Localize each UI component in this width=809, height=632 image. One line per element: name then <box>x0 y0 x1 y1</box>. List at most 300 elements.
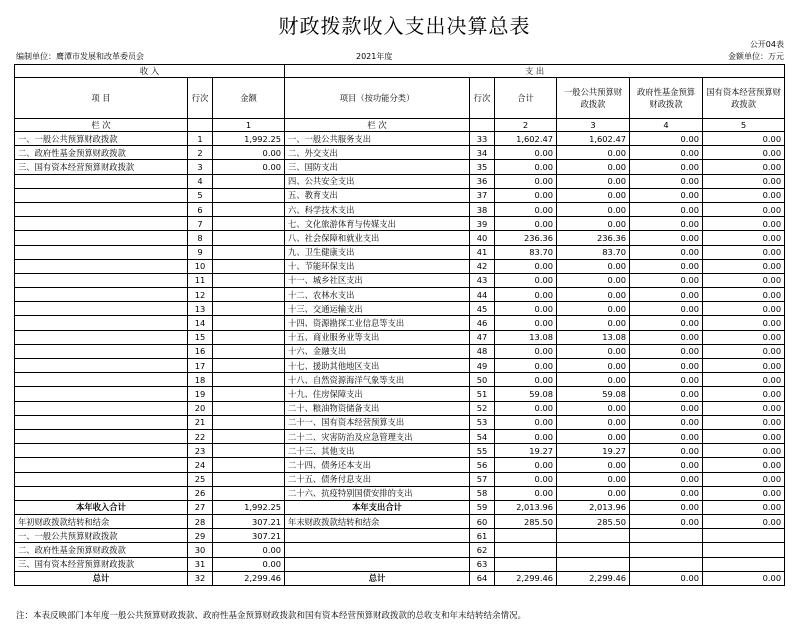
expense-item: 九、卫生健康支出 <box>285 245 470 259</box>
expense-fund: 0.00 <box>630 146 703 160</box>
expense-fund: 0.00 <box>630 202 703 216</box>
table-row <box>15 288 785 302</box>
expense-fund: 0.00 <box>630 302 703 316</box>
expense-item: 二十一、国有资本经营预算支出 <box>285 415 470 429</box>
income-row-no: 15 <box>188 330 213 344</box>
income-row-no: 6 <box>188 202 213 216</box>
expense-total: 0.00 <box>495 373 557 387</box>
income-amount <box>213 444 285 458</box>
column-blank <box>188 119 213 132</box>
expense-fund: 0.00 <box>630 160 703 174</box>
income-amount: 1,992.25 <box>213 500 285 514</box>
expense-total: 13.08 <box>495 330 557 344</box>
income-row-no: 3 <box>188 160 213 174</box>
expense-fund: 0.00 <box>630 359 703 373</box>
expense-general: 2,013.96 <box>557 500 630 514</box>
income-amount: 0.00 <box>213 557 285 571</box>
column-3: 3 <box>557 119 630 132</box>
table-row <box>15 401 785 415</box>
expense-state: 0.00 <box>703 571 785 585</box>
income-amount <box>213 472 285 486</box>
expense-item: 十五、商业服务业等支出 <box>285 330 470 344</box>
expense-item: 十一、城乡社区支出 <box>285 273 470 287</box>
table-row <box>15 557 785 571</box>
expense-fund: 0.00 <box>630 444 703 458</box>
header-amount: 金额 <box>213 78 285 119</box>
expense-fund: 0.00 <box>630 259 703 273</box>
expense-total <box>495 529 557 543</box>
header-state: 国有资本经营预算财政拨款 <box>703 78 785 119</box>
expense-item: 十九、住房保障支出 <box>285 387 470 401</box>
expense-total: 0.00 <box>495 415 557 429</box>
expense-row-no: 40 <box>470 231 495 245</box>
table-row <box>15 316 785 330</box>
expense-total: 0.00 <box>495 359 557 373</box>
income-row-no: 16 <box>188 344 213 358</box>
expense-fund: 0.00 <box>630 415 703 429</box>
expense-item: 十六、金融支出 <box>285 344 470 358</box>
expense-state: 0.00 <box>703 217 785 231</box>
column-blank-2 <box>470 119 495 132</box>
expense-general: 285.50 <box>557 515 630 529</box>
expense-fund: 0.00 <box>630 387 703 401</box>
expense-fund: 0.00 <box>630 458 703 472</box>
expense-row-no: 45 <box>470 302 495 316</box>
expense-state <box>703 543 785 557</box>
column-label: 栏 次 <box>15 119 188 132</box>
expense-fund: 0.00 <box>630 132 703 146</box>
expense-general: 0.00 <box>557 146 630 160</box>
income-row-no: 11 <box>188 273 213 287</box>
income-item <box>15 288 188 302</box>
expense-total: 0.00 <box>495 273 557 287</box>
income-item <box>15 458 188 472</box>
budget-summary-table <box>14 64 785 586</box>
expense-fund: 0.00 <box>630 316 703 330</box>
income-amount: 1,992.25 <box>213 132 285 146</box>
expense-fund: 0.00 <box>630 188 703 202</box>
expense-general: 0.00 <box>557 344 630 358</box>
expense-state: 0.00 <box>703 429 785 443</box>
table-row <box>15 458 785 472</box>
expense-general: 0.00 <box>557 202 630 216</box>
income-row-no: 7 <box>188 217 213 231</box>
expense-item: 四、公共安全支出 <box>285 174 470 188</box>
expense-general: 83.70 <box>557 245 630 259</box>
income-row-no: 31 <box>188 557 213 571</box>
expense-state: 0.00 <box>703 344 785 358</box>
expense-row-no: 33 <box>470 132 495 146</box>
expense-total: 0.00 <box>495 458 557 472</box>
expense-total: 0.00 <box>495 472 557 486</box>
expense-row-no: 59 <box>470 500 495 514</box>
table-row <box>15 302 785 316</box>
expense-item: 二十六、抗疫特别国债安排的支出 <box>285 486 470 500</box>
header-exp-item: 项目（按功能分类） <box>285 78 470 119</box>
income-amount <box>213 387 285 401</box>
income-item: 本年收入合计 <box>15 500 188 514</box>
expense-fund: 0.00 <box>630 500 703 514</box>
expense-fund: 0.00 <box>630 429 703 443</box>
expense-state: 0.00 <box>703 486 785 500</box>
expense-general: 0.00 <box>557 359 630 373</box>
income-row-no: 8 <box>188 231 213 245</box>
income-row-no: 1 <box>188 132 213 146</box>
expense-state: 0.00 <box>703 174 785 188</box>
expense-state: 0.00 <box>703 302 785 316</box>
expense-general: 0.00 <box>557 160 630 174</box>
income-amount: 0.00 <box>213 160 285 174</box>
income-item <box>15 387 188 401</box>
expense-row-no: 44 <box>470 288 495 302</box>
expense-fund: 0.00 <box>630 401 703 415</box>
column-1: 1 <box>213 119 285 132</box>
table-row <box>15 202 785 216</box>
income-row-no: 30 <box>188 543 213 557</box>
expense-state: 0.00 <box>703 330 785 344</box>
table-row <box>15 387 785 401</box>
expense-section-header: 支 出 <box>285 65 785 78</box>
header-row-no: 行次 <box>188 78 213 119</box>
income-item <box>15 217 188 231</box>
expense-general: 0.00 <box>557 288 630 302</box>
expense-state: 0.00 <box>703 387 785 401</box>
income-item <box>15 330 188 344</box>
income-row-no: 20 <box>188 401 213 415</box>
income-item <box>15 174 188 188</box>
expense-general: 0.00 <box>557 302 630 316</box>
income-amount: 0.00 <box>213 146 285 160</box>
expense-fund: 0.00 <box>630 486 703 500</box>
expense-general: 2,299.46 <box>557 571 630 585</box>
expense-item <box>285 529 470 543</box>
expense-item <box>285 543 470 557</box>
expense-total: 0.00 <box>495 259 557 273</box>
expense-general <box>557 529 630 543</box>
expense-row-no: 53 <box>470 415 495 429</box>
income-item <box>15 202 188 216</box>
expense-item: 八、社会保障和就业支出 <box>285 231 470 245</box>
expense-row-no: 62 <box>470 543 495 557</box>
income-row-no: 32 <box>188 571 213 585</box>
expense-row-no: 54 <box>470 429 495 443</box>
expense-item: 十三、交通运输支出 <box>285 302 470 316</box>
expense-row-no: 60 <box>470 515 495 529</box>
table-row <box>15 543 785 557</box>
expense-fund: 0.00 <box>630 288 703 302</box>
expense-item: 本年支出合计 <box>285 500 470 514</box>
expense-state: 0.00 <box>703 231 785 245</box>
expense-row-no: 64 <box>470 571 495 585</box>
income-item: 三、国有资本经营预算财政拨款 <box>15 160 188 174</box>
header-general: 一般公共预算财政拨款 <box>557 78 630 119</box>
expense-general: 0.00 <box>557 458 630 472</box>
expense-general: 0.00 <box>557 316 630 330</box>
expense-row-no: 63 <box>470 557 495 571</box>
expense-fund: 0.00 <box>630 330 703 344</box>
expense-total: 2,299.46 <box>495 571 557 585</box>
expense-row-no: 49 <box>470 359 495 373</box>
expense-item: 二、外交支出 <box>285 146 470 160</box>
expense-total <box>495 543 557 557</box>
expense-item: 二十、粮油物资储备支出 <box>285 401 470 415</box>
header-fund: 政府性基金预算财政拨款 <box>630 78 703 119</box>
income-item <box>15 359 188 373</box>
expense-row-no: 57 <box>470 472 495 486</box>
report-title: 财政拨款收入支出决算总表 <box>278 14 531 38</box>
expense-state: 0.00 <box>703 245 785 259</box>
expense-item: 十七、援助其他地区支出 <box>285 359 470 373</box>
income-amount <box>213 330 285 344</box>
income-row-no: 21 <box>188 415 213 429</box>
income-row-no: 26 <box>188 486 213 500</box>
amount-unit: 金额单位：万元 <box>728 52 784 61</box>
expense-row-no: 39 <box>470 217 495 231</box>
expense-fund: 0.00 <box>630 344 703 358</box>
income-amount <box>213 188 285 202</box>
header-exp-row-no: 行次 <box>470 78 495 119</box>
expense-general: 1,602.47 <box>557 132 630 146</box>
income-section-header: 收 入 <box>15 65 285 78</box>
income-row-no: 4 <box>188 174 213 188</box>
expense-general: 0.00 <box>557 273 630 287</box>
table-row <box>15 344 785 358</box>
expense-state: 0.00 <box>703 359 785 373</box>
table-row <box>15 245 785 259</box>
column-2: 2 <box>495 119 557 132</box>
expense-total <box>495 557 557 571</box>
income-amount: 307.21 <box>213 529 285 543</box>
expense-total: 0.00 <box>495 288 557 302</box>
expense-total: 0.00 <box>495 486 557 500</box>
expense-general: 0.00 <box>557 174 630 188</box>
income-item <box>15 302 188 316</box>
income-row-no: 18 <box>188 373 213 387</box>
income-row-no: 5 <box>188 188 213 202</box>
income-amount <box>213 273 285 287</box>
table-row <box>15 160 785 174</box>
income-item <box>15 259 188 273</box>
expense-fund: 0.00 <box>630 571 703 585</box>
form-code: 公开04表 <box>749 40 784 49</box>
table-row <box>15 486 785 500</box>
expense-total: 236.36 <box>495 231 557 245</box>
expense-state: 0.00 <box>703 472 785 486</box>
income-item <box>15 316 188 330</box>
income-row-no: 29 <box>188 529 213 543</box>
income-item <box>15 472 188 486</box>
expense-general: 0.00 <box>557 259 630 273</box>
income-item <box>15 486 188 500</box>
expense-row-no: 41 <box>470 245 495 259</box>
expense-state: 0.00 <box>703 500 785 514</box>
expense-total: 0.00 <box>495 316 557 330</box>
expense-total: 0.00 <box>495 174 557 188</box>
expense-row-no: 42 <box>470 259 495 273</box>
expense-state: 0.00 <box>703 458 785 472</box>
expense-total: 0.00 <box>495 302 557 316</box>
table-row <box>15 444 785 458</box>
expense-state: 0.00 <box>703 259 785 273</box>
table-row <box>15 174 785 188</box>
expense-total: 59.08 <box>495 387 557 401</box>
expense-state: 0.00 <box>703 146 785 160</box>
income-item <box>15 429 188 443</box>
income-item <box>15 444 188 458</box>
expense-total: 19.27 <box>495 444 557 458</box>
income-amount <box>213 174 285 188</box>
year-label: 2021年度 <box>356 52 393 61</box>
income-item <box>15 344 188 358</box>
income-item <box>15 415 188 429</box>
table-row <box>15 359 785 373</box>
income-item <box>15 273 188 287</box>
table-row <box>15 259 785 273</box>
income-amount <box>213 316 285 330</box>
table-row <box>15 571 785 585</box>
expense-fund: 0.00 <box>630 472 703 486</box>
table-row <box>15 132 785 146</box>
expense-state <box>703 557 785 571</box>
expense-state: 0.00 <box>703 401 785 415</box>
table-row <box>15 529 785 543</box>
income-row-no: 23 <box>188 444 213 458</box>
income-item: 二、政府性基金预算财政拨款 <box>15 146 188 160</box>
expense-state: 0.00 <box>703 132 785 146</box>
income-item: 一、一般公共预算财政拨款 <box>15 529 188 543</box>
expense-row-no: 37 <box>470 188 495 202</box>
expense-item: 二十三、其他支出 <box>285 444 470 458</box>
expense-row-no: 52 <box>470 401 495 415</box>
expense-item: 七、文化旅游体育与传媒支出 <box>285 217 470 231</box>
table-row <box>15 472 785 486</box>
expense-fund: 0.00 <box>630 273 703 287</box>
expense-row-no: 38 <box>470 202 495 216</box>
expense-row-no: 34 <box>470 146 495 160</box>
income-row-no: 14 <box>188 316 213 330</box>
expense-row-no: 51 <box>470 387 495 401</box>
expense-general: 236.36 <box>557 231 630 245</box>
expense-state: 0.00 <box>703 415 785 429</box>
income-amount <box>213 373 285 387</box>
expense-item: 十、节能环保支出 <box>285 259 470 273</box>
expense-state: 0.00 <box>703 160 785 174</box>
income-row-no: 22 <box>188 429 213 443</box>
expense-item: 五、教育支出 <box>285 188 470 202</box>
expense-state: 0.00 <box>703 316 785 330</box>
expense-general <box>557 557 630 571</box>
expense-state: 0.00 <box>703 444 785 458</box>
expense-state <box>703 529 785 543</box>
expense-fund: 0.00 <box>630 515 703 529</box>
expense-item: 二十二、灾害防治及应急管理支出 <box>285 429 470 443</box>
expense-item <box>285 557 470 571</box>
expense-item: 十八、自然资源海洋气象等支出 <box>285 373 470 387</box>
expense-row-no: 43 <box>470 273 495 287</box>
expense-general: 0.00 <box>557 373 630 387</box>
expense-state: 0.00 <box>703 515 785 529</box>
expense-row-no: 56 <box>470 458 495 472</box>
expense-general: 0.00 <box>557 401 630 415</box>
expense-total: 0.00 <box>495 188 557 202</box>
income-amount: 2,299.46 <box>213 571 285 585</box>
income-item <box>15 245 188 259</box>
expense-item: 二十四、债务还本支出 <box>285 458 470 472</box>
expense-general: 13.08 <box>557 330 630 344</box>
expense-total: 0.00 <box>495 146 557 160</box>
income-row-no: 24 <box>188 458 213 472</box>
expense-row-no: 48 <box>470 344 495 358</box>
expense-general: 19.27 <box>557 444 630 458</box>
table-row <box>15 415 785 429</box>
expense-row-no: 35 <box>470 160 495 174</box>
column-label-2: 栏 次 <box>285 119 470 132</box>
expense-item: 总计 <box>285 571 470 585</box>
income-item: 一、一般公共预算财政拨款 <box>15 132 188 146</box>
expense-row-no: 50 <box>470 373 495 387</box>
income-amount <box>213 344 285 358</box>
unit-label: 编制单位：鹰潭市发展和改革委员会 <box>16 52 144 61</box>
income-amount <box>213 245 285 259</box>
expense-total: 2,013.96 <box>495 500 557 514</box>
income-item: 三、国有资本经营预算财政拨款 <box>15 557 188 571</box>
income-item: 总计 <box>15 571 188 585</box>
income-row-no: 25 <box>188 472 213 486</box>
expense-state: 0.00 <box>703 188 785 202</box>
income-amount <box>213 217 285 231</box>
expense-row-no: 46 <box>470 316 495 330</box>
expense-row-no: 55 <box>470 444 495 458</box>
expense-fund: 0.00 <box>630 373 703 387</box>
expense-item: 年末财政拨款结转和结余 <box>285 515 470 529</box>
expense-total: 0.00 <box>495 401 557 415</box>
expense-state: 0.00 <box>703 373 785 387</box>
income-amount <box>213 401 285 415</box>
expense-item: 一、一般公共服务支出 <box>285 132 470 146</box>
income-amount <box>213 429 285 443</box>
expense-state: 0.00 <box>703 273 785 287</box>
expense-total: 83.70 <box>495 245 557 259</box>
expense-fund <box>630 557 703 571</box>
income-row-no: 27 <box>188 500 213 514</box>
table-row <box>15 500 785 514</box>
expense-item: 十四、资源勘探工业信息等支出 <box>285 316 470 330</box>
expense-item: 六、科学技术支出 <box>285 202 470 216</box>
income-item <box>15 188 188 202</box>
income-amount <box>213 415 285 429</box>
expense-general: 0.00 <box>557 472 630 486</box>
income-row-no: 10 <box>188 259 213 273</box>
income-amount <box>213 458 285 472</box>
income-row-no: 2 <box>188 146 213 160</box>
header-item: 项 目 <box>15 78 188 119</box>
income-item <box>15 401 188 415</box>
expense-row-no: 47 <box>470 330 495 344</box>
income-amount <box>213 486 285 500</box>
expense-general <box>557 543 630 557</box>
income-row-no: 17 <box>188 359 213 373</box>
income-row-no: 19 <box>188 387 213 401</box>
column-5: 5 <box>703 119 785 132</box>
income-item: 年初财政拨款结转和结余 <box>15 515 188 529</box>
expense-fund: 0.00 <box>630 245 703 259</box>
table-row <box>15 146 785 160</box>
income-amount: 307.21 <box>213 515 285 529</box>
expense-general: 0.00 <box>557 415 630 429</box>
expense-fund: 0.00 <box>630 174 703 188</box>
expense-item: 二十五、债务付息支出 <box>285 472 470 486</box>
footnote: 注：本表反映部门本年度一般公共预算财政拨款、政府性基金预算财政拨款和国有资本经营预算财政拨款的总收支和年末结转结余情况。 <box>16 611 527 621</box>
